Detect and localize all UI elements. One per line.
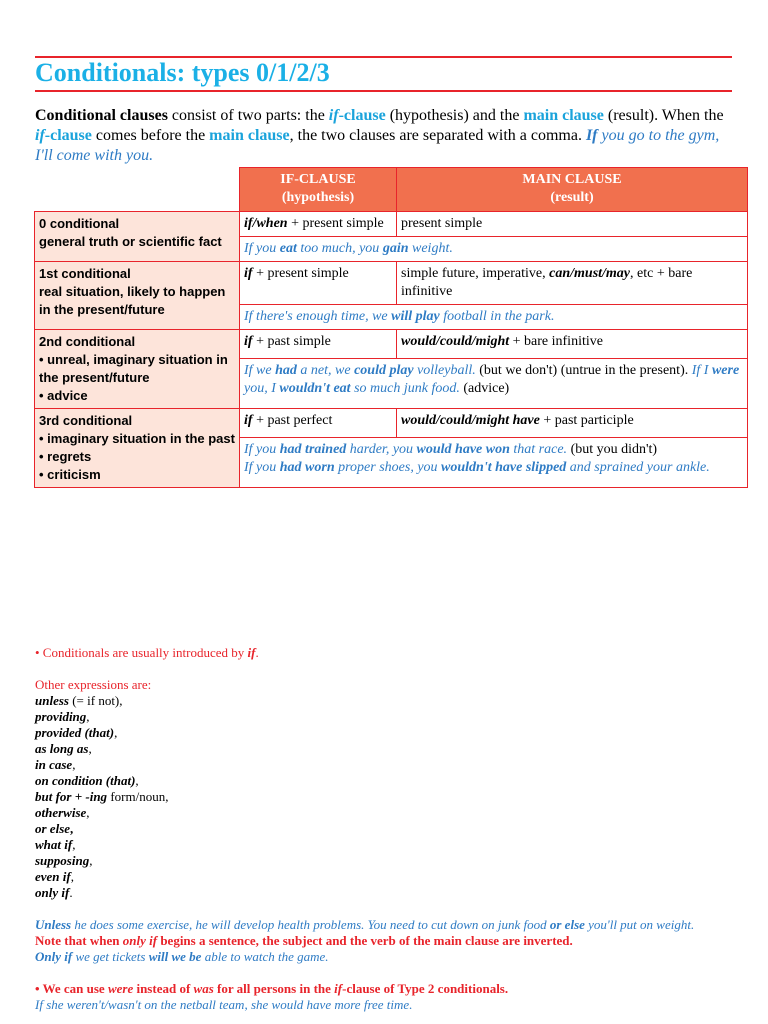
type-desc: • criticism [39, 467, 101, 482]
if-keyword: if [244, 334, 253, 349]
note-text: . [255, 645, 259, 660]
ex-part: and sprained your ankle. [566, 460, 710, 476]
were-note [35, 981, 735, 997]
expression-item [35, 757, 735, 773]
intro-if: if [328, 107, 339, 124]
expression-item [35, 853, 735, 869]
page-title: Conditionals: types 0/1/2/3 [35, 58, 330, 87]
type-desc: • regrets [39, 449, 92, 464]
title-underline [35, 90, 732, 92]
if-rest: + past simple [252, 334, 331, 349]
intro-text: consist of two parts: the [167, 107, 329, 124]
table-header-row [35, 168, 748, 212]
expression-term: or else [35, 821, 71, 836]
conditionals-table [34, 167, 748, 488]
ex-verb: would have won [416, 442, 510, 458]
intro-term: Conditional clauses [35, 107, 168, 124]
header-main-label: MAIN CLAUSE [522, 172, 622, 187]
ex-part: too much, you [296, 241, 383, 256]
expression-suffix: , [88, 741, 92, 756]
intro-if: if [35, 127, 45, 144]
type-desc: real situation, likely to happen in the present/future [39, 284, 226, 317]
were-example: If she weren't/wasn't on the netball team, she would have more free time. [35, 997, 413, 1012]
intro-clause: -clause [338, 107, 386, 124]
ex-keyword: Only if [35, 949, 73, 964]
ex-verb: had worn [279, 460, 335, 476]
ex-part: enough time, we [292, 309, 392, 324]
ex-verb: were [711, 363, 740, 379]
ex-verb: wouldn't have slipped [441, 460, 567, 476]
if-clause-cell [240, 262, 397, 305]
intro-note [35, 645, 735, 661]
expression-item [35, 789, 735, 805]
intro-text: (result). When the [603, 107, 724, 124]
expression-term: what if [35, 837, 73, 852]
table-row [35, 262, 748, 305]
ex-part: he does some exercise, he will develop health problems. You need to cut down on junk food [71, 917, 550, 932]
expression-term: as long as [35, 741, 89, 756]
type-cell-zero [35, 212, 240, 262]
expression-suffix: , [86, 709, 90, 724]
ex-verb: gain [382, 241, 409, 256]
main-text: present simple [401, 216, 483, 231]
expression-term: providing [35, 709, 87, 724]
note-text: • Conditionals are usually introduced by [35, 645, 248, 660]
expression-term: unless [35, 693, 69, 708]
ex-part: we get tickets [72, 949, 149, 964]
intro-example: you go to the gym, I'll come with you. [35, 127, 720, 164]
type-desc: • unreal, imaginary situation in the present/future [39, 352, 228, 385]
expression-item [35, 869, 735, 885]
ex-note: (advice) [459, 381, 510, 397]
expressions-list [35, 693, 735, 901]
main-modal: would/could/might have [401, 413, 540, 428]
ex-keyword: will we be [148, 949, 202, 964]
main-modal: can/must/may [549, 266, 631, 281]
note-text: for all persons in the [213, 981, 335, 996]
if-rest: + past perfect [252, 413, 333, 428]
table-row [35, 212, 748, 237]
ex-verb: will play [391, 309, 440, 324]
type-name: 0 conditional [39, 216, 120, 231]
intro-main-clause: main clause [523, 107, 604, 124]
expression-suffix: (= if not), [68, 693, 123, 708]
type-cell-second [35, 330, 240, 409]
note-text: -clause of Type 2 conditionals. [342, 981, 509, 996]
expression-item [35, 773, 735, 789]
type-name: 1st conditional [39, 266, 131, 281]
only-if-example [35, 949, 735, 965]
intro-text: , the two clauses are separated with a comma. [289, 127, 586, 144]
example-cell [240, 438, 748, 488]
expression-suffix: , [86, 805, 90, 820]
ex-part: weight. [408, 241, 453, 256]
type-desc: general truth or scientific fact [39, 234, 222, 249]
type-desc: • imaginary situation in the past [39, 431, 235, 446]
if-clause-cell [240, 330, 397, 359]
type-name: 3rd conditional [39, 413, 133, 428]
if-rest: + present simple [287, 216, 384, 231]
header-if-sub: (hypothesis) [281, 190, 355, 205]
ex-part: you'll put on weight. [584, 917, 695, 932]
expression-term: but for + -ing [35, 789, 108, 804]
main-clause-cell [397, 330, 748, 359]
expression-suffix: . [69, 885, 73, 900]
if-clause-cell [240, 409, 397, 438]
intro-clause: -clause [44, 127, 92, 144]
ex-note: (but we don't) (untrue in the present). [475, 363, 692, 379]
ex-part: If you [244, 460, 280, 476]
note-keyword: only if [122, 933, 158, 948]
unless-example [35, 917, 735, 933]
notes-section [35, 645, 735, 1013]
note-if: if [247, 645, 256, 660]
expression-term: otherwise [35, 805, 87, 820]
ex-part: If there's [244, 309, 293, 324]
expression-suffix: form/noun, [107, 789, 169, 804]
expression-suffix: , [72, 757, 76, 772]
expression-term: only if [35, 885, 70, 900]
note-text: Note that when [35, 933, 123, 948]
if-keyword: if [244, 266, 253, 281]
example-cell [240, 305, 748, 330]
intro-example-if: If [585, 127, 598, 144]
ex-part: able to watch the game. [201, 949, 329, 964]
expression-term: on condition (that) [35, 773, 136, 788]
if-keyword: if/when [244, 216, 288, 231]
expression-term: in case [35, 757, 73, 772]
expression-suffix: , [72, 837, 76, 852]
expression-item [35, 709, 735, 725]
ex-part: so much junk food. [350, 381, 460, 397]
ex-verb: wouldn't eat [279, 381, 351, 397]
intro-main-clause: main clause [209, 127, 290, 144]
main-clause-cell [397, 212, 748, 237]
ex-part: that race. [509, 442, 568, 458]
main-text: simple future, imperative, [401, 266, 550, 281]
expression-suffix: , [114, 725, 118, 740]
ex-part: If you [244, 241, 280, 256]
ex-verb: eat [279, 241, 297, 256]
table-row [35, 330, 748, 359]
note-keyword: if [334, 981, 343, 996]
note-keyword: were [107, 981, 134, 996]
ex-part: harder, you [346, 442, 417, 458]
expression-item [35, 741, 735, 757]
header-main-clause [397, 168, 748, 212]
ex-part: If you [244, 442, 280, 458]
type-cell-first [35, 262, 240, 330]
expression-term: even if [35, 869, 71, 884]
expression-item [35, 885, 735, 901]
expression-item [35, 725, 735, 741]
expression-suffix: , [70, 821, 74, 836]
ex-keyword: Unless [35, 917, 72, 932]
intro-text: (hypothesis) and the [385, 107, 524, 124]
header-if-clause [240, 168, 397, 212]
ex-part: If we [244, 363, 276, 379]
main-clause-cell [397, 409, 748, 438]
expression-suffix: , [70, 869, 74, 884]
header-main-sub: (result) [550, 190, 594, 205]
if-rest: + present simple [252, 266, 349, 281]
if-clause-cell [240, 212, 397, 237]
expression-term: supposing [35, 853, 90, 868]
ex-verb: had trained [279, 442, 347, 458]
main-clause-cell [397, 262, 748, 305]
other-expressions-heading: Other expressions are: [35, 677, 152, 692]
note-text: • We can use [35, 981, 108, 996]
header-blank [35, 168, 240, 212]
table-row [35, 409, 748, 438]
ex-part: a net, we [296, 363, 355, 379]
main-text: , etc + bare infinitive [401, 266, 693, 299]
expression-item [35, 837, 735, 853]
ex-keyword: or else [549, 917, 585, 932]
example-cell [240, 359, 748, 409]
main-text: + past participle [539, 413, 634, 428]
if-keyword: if [244, 413, 253, 428]
header-if-label: IF-CLAUSE [280, 172, 356, 187]
ex-note: (but you didn't) [567, 442, 658, 458]
expression-item [35, 805, 735, 821]
note-text: begins a sentence, the subject and the verb of the main clause are inverted. [157, 933, 573, 948]
only-if-note [35, 933, 735, 949]
example-cell [240, 237, 748, 262]
expression-item [35, 821, 735, 837]
intro-text: comes before the [91, 127, 210, 144]
type-desc: • advice [39, 388, 88, 403]
ex-verb: could play [354, 363, 414, 379]
type-name: 2nd conditional [39, 334, 136, 349]
ex-part: football in the park. [439, 309, 555, 324]
ex-part: you, I [244, 381, 280, 397]
note-keyword: was [193, 981, 214, 996]
type-cell-third [35, 409, 240, 488]
ex-verb: had [275, 363, 297, 379]
expression-suffix: , [89, 853, 93, 868]
ex-part: volleyball. [413, 363, 476, 379]
main-text: + bare infinitive [509, 334, 603, 349]
note-text: instead of [133, 981, 194, 996]
expression-suffix: , [135, 773, 139, 788]
expression-item [35, 693, 735, 709]
intro-paragraph [35, 106, 735, 166]
expression-term: provided (that) [35, 725, 115, 740]
main-modal: would/could/might [401, 334, 510, 349]
ex-part: If I [691, 363, 712, 379]
ex-part: proper shoes, you [334, 460, 442, 476]
